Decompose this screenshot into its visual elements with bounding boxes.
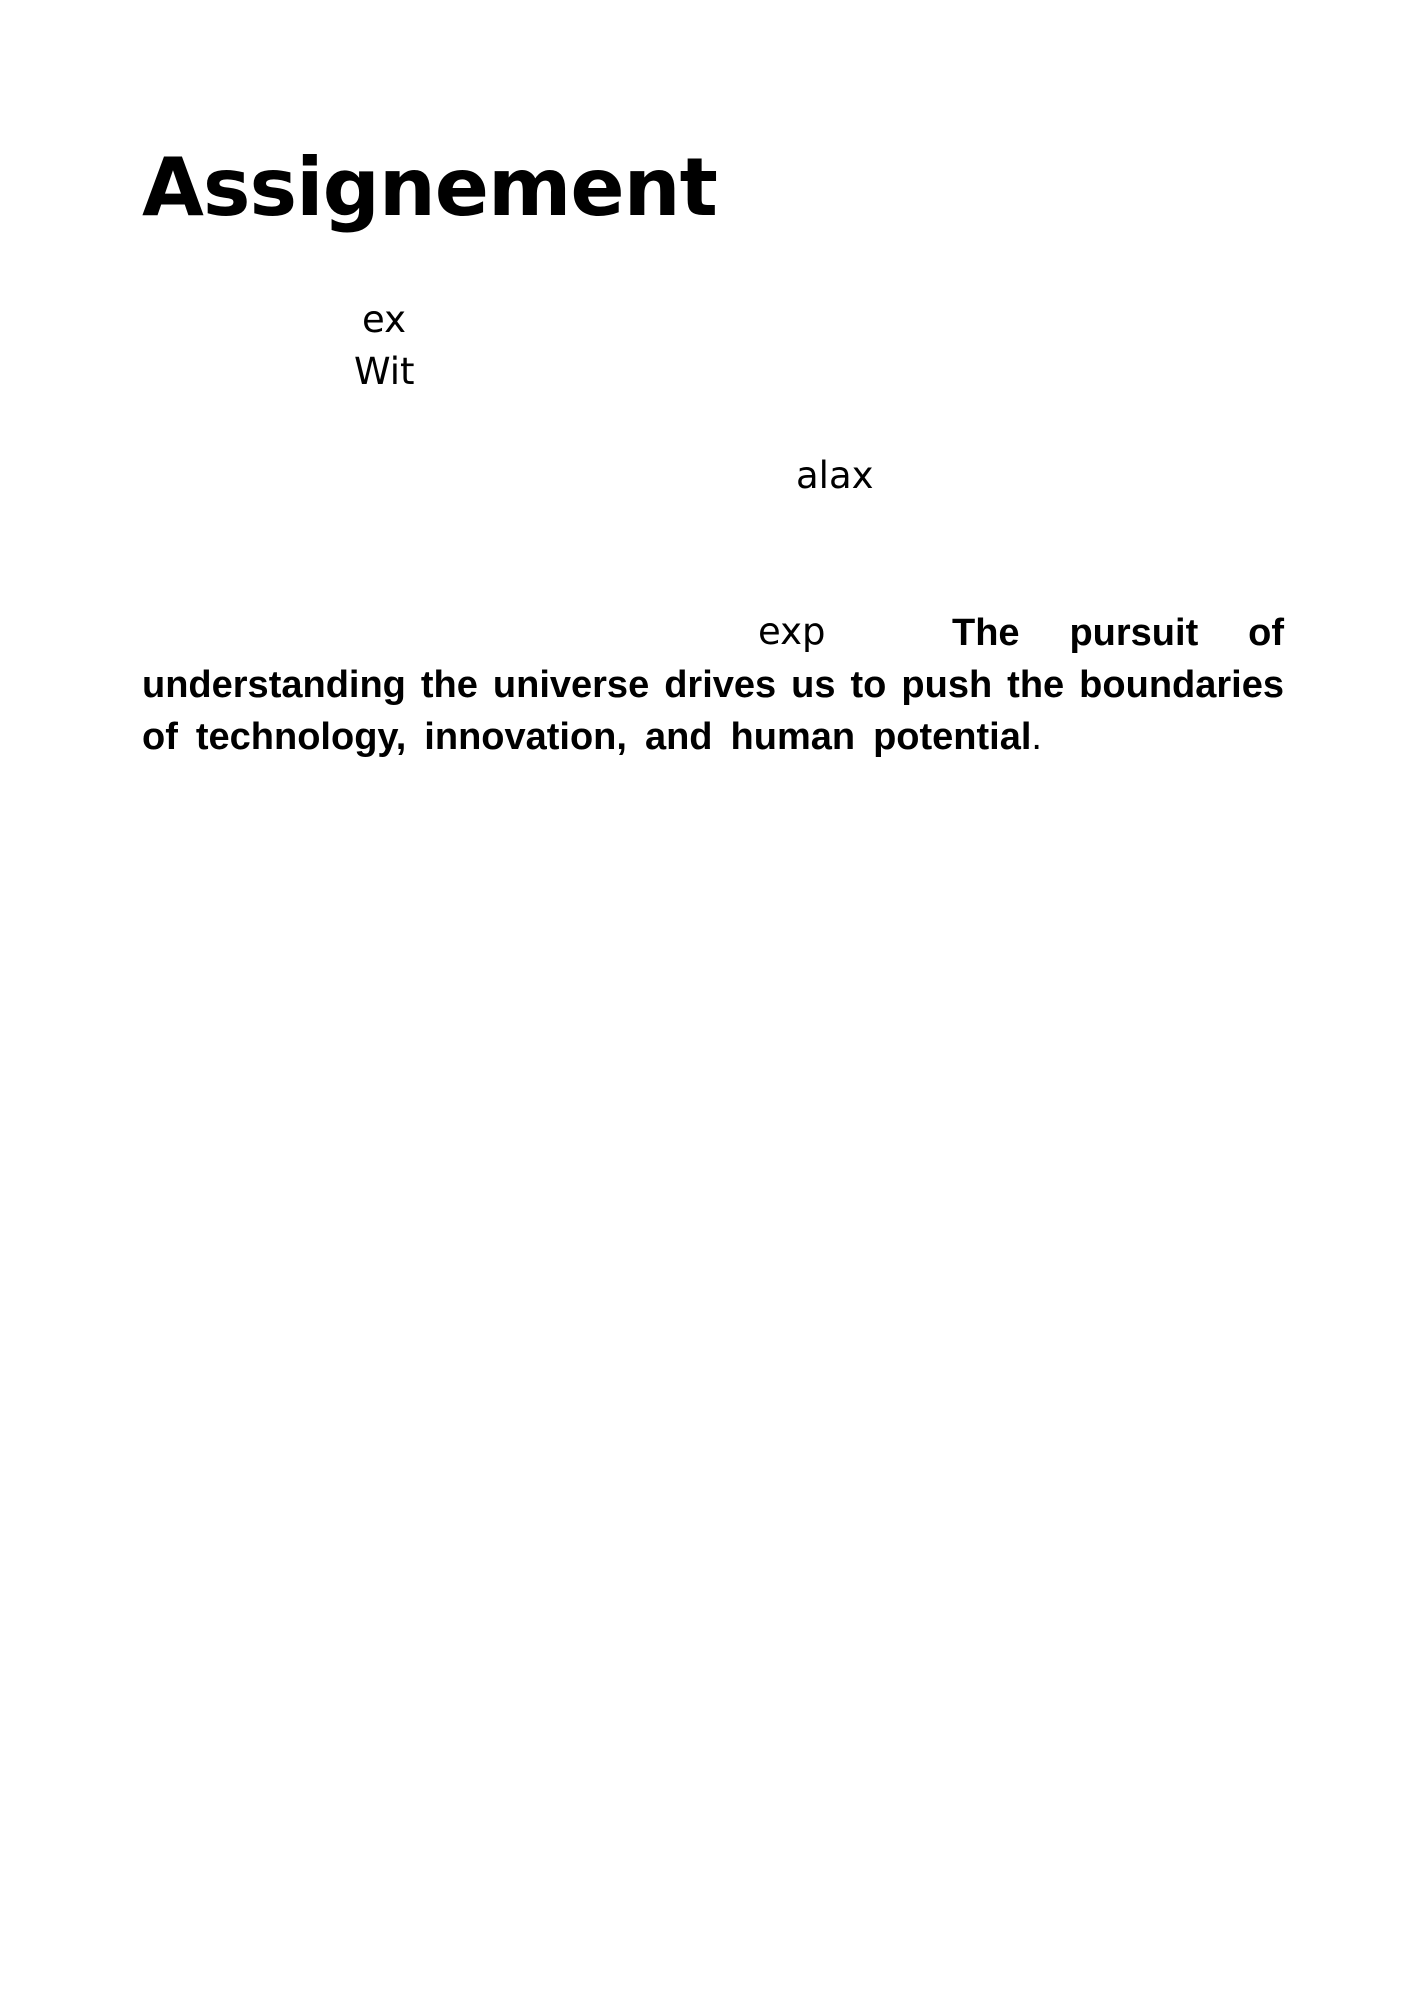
text-fragment-exp: exp: [758, 610, 826, 653]
text-fragment-wit: Wit: [354, 350, 415, 393]
page-title: Assignement: [142, 141, 717, 234]
paragraph-word: of: [142, 716, 178, 758]
paragraph-word: human: [730, 716, 856, 758]
paragraph-word: potential: [873, 716, 1032, 758]
paragraph-period: .: [1031, 716, 1042, 758]
text-fragment-alax: alax: [796, 454, 874, 497]
paragraph-line-3: [142, 711, 1082, 763]
paragraph-line-1: The pursuit of: [952, 612, 1284, 654]
paragraph-line-2: understanding the universe drives us to push the boundaries: [142, 664, 1284, 706]
paragraph-word: innovation,: [424, 716, 627, 758]
paragraph-word: and: [644, 716, 713, 758]
paragraph-word: technology,: [195, 716, 407, 758]
text-fragment-ex: ex: [362, 298, 407, 341]
